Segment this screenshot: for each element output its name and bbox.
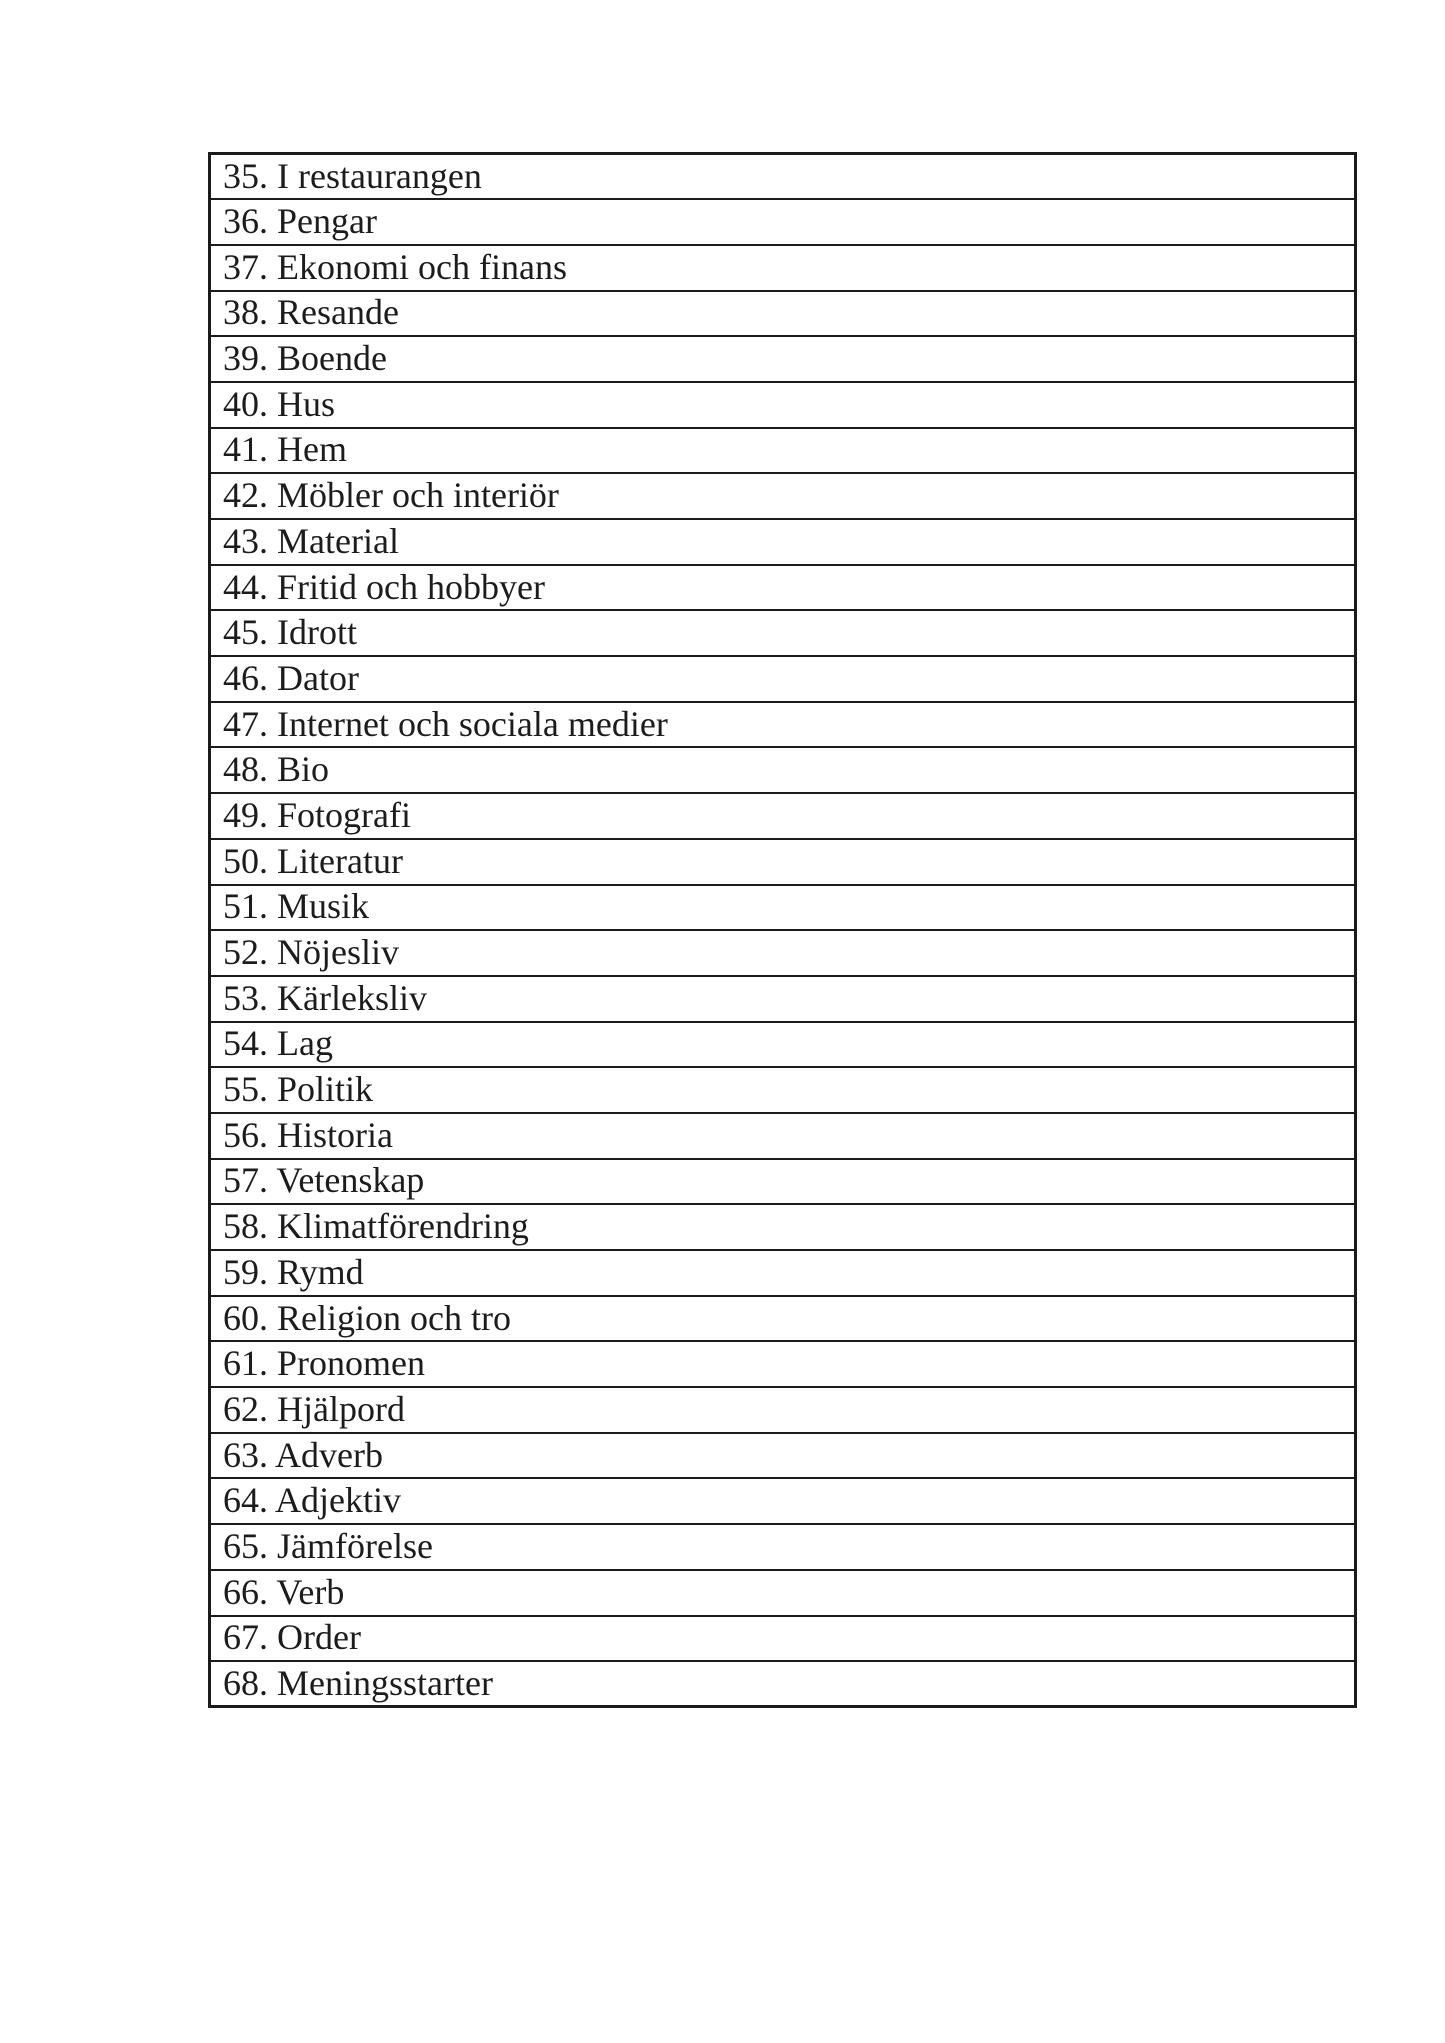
table-cell-entry: 42. Möbler och interiör [210,473,1356,519]
table-row [210,1341,1356,1387]
table-row [210,1159,1356,1205]
table-row [210,473,1356,519]
table-cell-entry: 56. Historia [210,1113,1356,1159]
table-row [210,565,1356,611]
table-row [210,885,1356,931]
table-cell-entry: 50. Literatur [210,839,1356,885]
table-row [210,245,1356,291]
table-cell-entry: 60. Religion och tro [210,1296,1356,1342]
table-row [210,154,1356,200]
table-cell-entry: 64. Adjektiv [210,1478,1356,1524]
table-cell-entry: 54. Lag [210,1022,1356,1068]
table-row [210,747,1356,793]
table-cell-entry: 58. Klimatförendring [210,1204,1356,1250]
table-cell-entry: 47. Internet och sociala medier [210,702,1356,748]
table-cell-entry: 68. Meningsstarter [210,1661,1356,1707]
table-cell-entry: 61. Pronomen [210,1341,1356,1387]
table-cell-entry: 48. Bio [210,747,1356,793]
table-row [210,336,1356,382]
table-cell-entry: 67. Order [210,1616,1356,1662]
table-row [210,1204,1356,1250]
table-cell-entry: 66. Verb [210,1570,1356,1616]
table-cell-entry: 53. Kärleksliv [210,976,1356,1022]
table-row [210,930,1356,976]
table-cell-entry: 39. Boende [210,336,1356,382]
table-cell-entry: 55. Politik [210,1067,1356,1113]
table-row [210,1616,1356,1662]
table-cell-entry: 35. I restaurangen [210,154,1356,200]
table-row [210,1524,1356,1570]
table-cell-entry: 63. Adverb [210,1433,1356,1479]
table-row [210,610,1356,656]
table-row [210,382,1356,428]
table-row [210,519,1356,565]
contents-table [208,152,1357,1708]
table-row [210,839,1356,885]
table-cell-entry: 45. Idrott [210,610,1356,656]
table-row [210,1113,1356,1159]
table-row [210,1478,1356,1524]
table-cell-entry: 40. Hus [210,382,1356,428]
table-row [210,1296,1356,1342]
table-cell-entry: 46. Dator [210,656,1356,702]
table-cell-entry: 43. Material [210,519,1356,565]
table-row [210,1661,1356,1707]
table-row [210,1067,1356,1113]
table-cell-entry: 44. Fritid och hobbyer [210,565,1356,611]
table-row [210,1570,1356,1616]
table-cell-entry: 65. Jämförelse [210,1524,1356,1570]
table-row [210,1387,1356,1433]
table-row [210,976,1356,1022]
table-cell-entry: 41. Hem [210,428,1356,474]
table-row [210,656,1356,702]
table-cell-entry: 52. Nöjesliv [210,930,1356,976]
table-row [210,1250,1356,1296]
table-cell-entry: 36. Pengar [210,199,1356,245]
table-row [210,702,1356,748]
table-cell-entry: 49. Fotografi [210,793,1356,839]
table-cell-entry: 57. Vetenskap [210,1159,1356,1205]
table-row [210,291,1356,337]
contents-table-body [210,154,1356,1707]
table-cell-entry: 62. Hjälpord [210,1387,1356,1433]
table-row [210,1433,1356,1479]
table-row [210,428,1356,474]
table-cell-entry: 51. Musik [210,885,1356,931]
table-cell-entry: 37. Ekonomi och finans [210,245,1356,291]
table-cell-entry: 38. Resande [210,291,1356,337]
table-row [210,199,1356,245]
table-row [210,1022,1356,1068]
table-cell-entry: 59. Rymd [210,1250,1356,1296]
table-row [210,793,1356,839]
